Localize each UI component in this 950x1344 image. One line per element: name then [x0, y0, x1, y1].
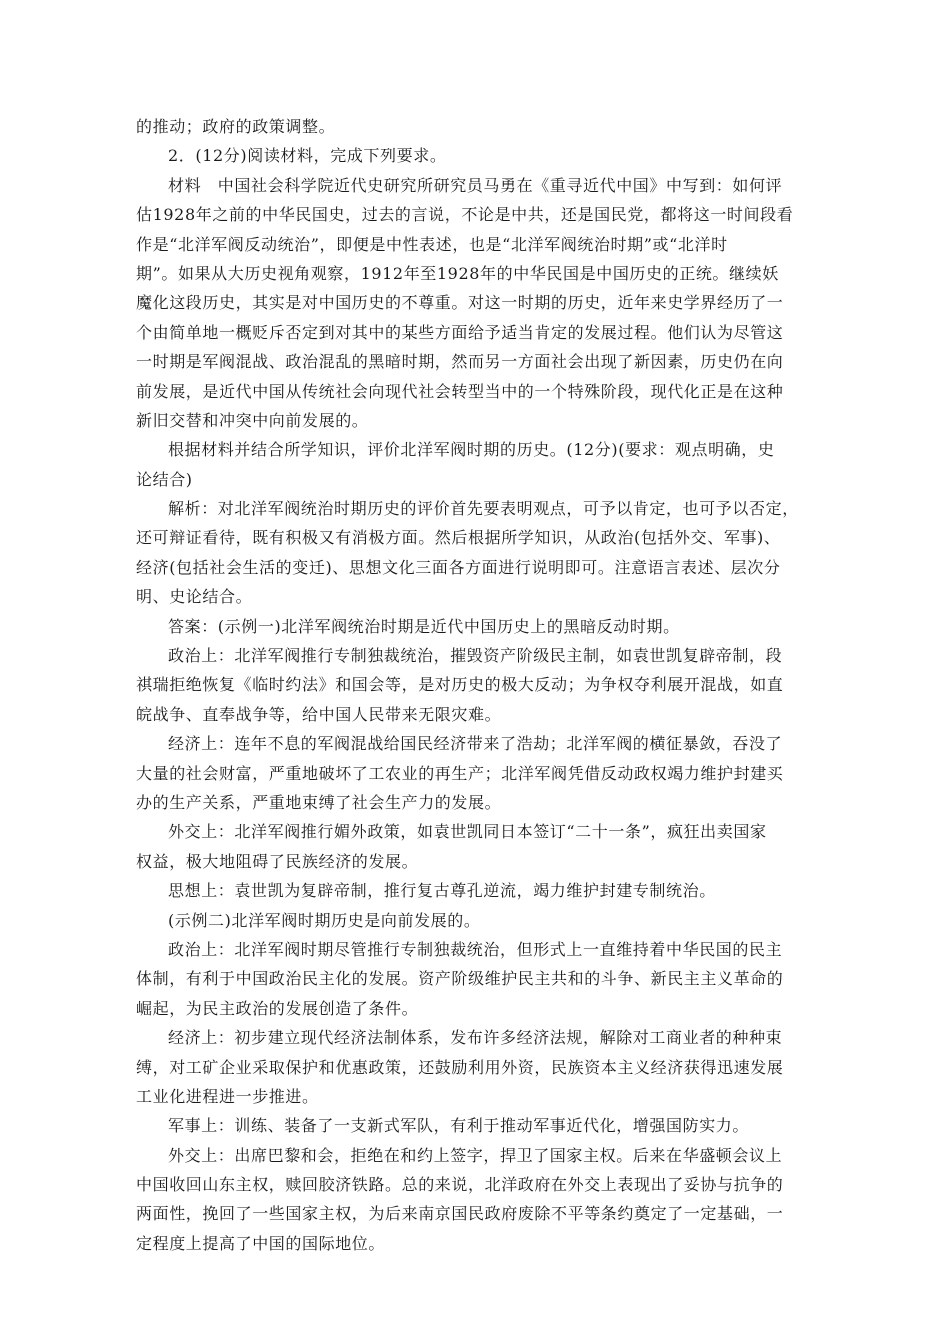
- document-page: [136, 112, 816, 1258]
- text-line: 外交上：出席巴黎和会，拒绝在和约上签字，捍卫了国家主权。后来在华盛顿会议上: [168, 1145, 783, 1165]
- text-line: 2．(12分)阅读材料，完成下列要求。: [168, 146, 447, 166]
- text-line: 前发展，是近代中国从传统社会向现代社会转型当中的一个特殊阶段，现代化正是在这种: [136, 381, 784, 401]
- text-line: 根据材料并结合所学知识，评价北洋军阀时期的历史。(12分)(要求：观点明确，史: [168, 440, 775, 460]
- text-line: 明、史论结合。: [136, 587, 253, 607]
- text-line: 军事上：训练、装备了一支新式军队，有利于推动军事近代化，增强国防实力。: [168, 1116, 750, 1136]
- text-line: (示例二)北洋军阀时期历史是向前发展的。: [168, 910, 481, 930]
- text-line: 论结合): [136, 469, 193, 489]
- text-line: 解析：对北洋军阀统治时期历史的评价首先要表明观点，可予以肯定，也可予以否定，: [168, 499, 799, 519]
- text-line: 一时期是军阀混战、政治混乱的黑暗时期，然而另一方面社会出现了新因素，历史仍在向: [136, 352, 784, 372]
- text-line: 还可辩证看待，既有积极又有消极方面。然后根据所学知识，从政治(包括外交、军事)、: [136, 528, 781, 548]
- text-line: 经济上：连年不息的军阀混战给国民经济带来了浩劫；北洋军阀的横征暴敛，吞没了: [168, 734, 783, 754]
- text-line: 办的生产关系，严重地束缚了社会生产力的发展。: [136, 792, 502, 812]
- text-line: 作是“北洋军阀反动统治”，即便是中性表述，也是“北洋军阀统治时期”或“北洋时: [136, 234, 728, 254]
- text-line: 外交上：北洋军阀推行媚外政策，如袁世凯同日本签订“二十一条”，疯狂出卖国家: [168, 822, 767, 842]
- text-line: 期”。如果从大历史视角观察，1912年至1928年的中华民国是中国历史的正统。继续妖: [136, 263, 779, 283]
- text-line: 大量的社会财富，严重地破坏了工农业的再生产；北洋军阀凭借反动政权竭力维护封建买: [136, 763, 784, 783]
- text-line: 经济上：初步建立现代经济法制体系，发布许多经济法规，解除对工商业者的种种束: [168, 1028, 783, 1048]
- text-line: 权益，极大地阻碍了民族经济的发展。: [136, 851, 419, 871]
- text-line: 材料 中国社会科学院近代史研究所研究员马勇在《重寻近代中国》中写到：如何评: [168, 175, 783, 195]
- text-line: 个由简单地一概贬斥否定到对其中的某些方面给予适当肯定的发展过程。他们认为尽管这: [136, 322, 784, 342]
- text-line: 新旧交替和冲突中向前发展的。: [136, 410, 369, 430]
- text-line: 体制，有利于中国政治民主化的发展。资产阶级维护民主共和的斗争、新民主主义革命的: [136, 969, 784, 989]
- text-line: 思想上：袁世凯为复辟帝制，推行复古尊孔逆流，竭力维护封建专制统治。: [168, 881, 716, 901]
- text-line: 政治上：北洋军阀推行专制独裁统治，摧毁资产阶级民主制，如袁世凯复辟帝制，段: [168, 646, 783, 666]
- text-line: 祺瑞拒绝恢复《临时约法》和国会等，是对历史的极大反动；为争权夺利展开混战，如直: [136, 675, 784, 695]
- text-line: 中国收回山东主权，赎回胶济铁路。总的来说，北洋政府在外交上表现出了妥协与抗争的: [136, 1175, 784, 1195]
- text-line: 两面性，挽回了一些国家主权，为后来南京国民政府废除不平等条约奠定了一定基础，一: [136, 1204, 784, 1224]
- text-line: 皖战争、直奉战争等，给中国人民带来无限灾难。: [136, 704, 502, 724]
- text-line: 崛起，为民主政治的发展创造了条件。: [136, 998, 419, 1018]
- text-line: 政治上：北洋军阀时期尽管推行专制独裁统治，但形式上一直维持着中华民国的民主: [168, 939, 783, 959]
- text-line: 缚，对工矿企业采取保护和优惠政策，还鼓励利用外资，民族资本主义经济获得迅速发展: [136, 1057, 784, 1077]
- text-line: 魔化这段历史，其实是对中国历史的不尊重。对这一时期的历史，近年来史学界经历了一: [136, 293, 784, 313]
- text-line: 的推动；政府的政策调整。: [136, 117, 336, 136]
- text-line: 答案：(示例一)北洋军阀统治时期是近代中国历史上的黑暗反动时期。: [168, 616, 680, 636]
- text-line: 估1928年之前的中华民国史，过去的言说，不论是中共，还是国民党，都将这一时间段看: [136, 205, 794, 225]
- text-line: 经济(包括社会生活的变迁)、思想文化三面各方面进行说明即可。注意语言表述、层次分: [136, 557, 781, 577]
- text-line: 定程度上提高了中国的国际地位。: [136, 1233, 386, 1253]
- text-line: 工业化进程进一步推进。: [136, 1086, 319, 1106]
